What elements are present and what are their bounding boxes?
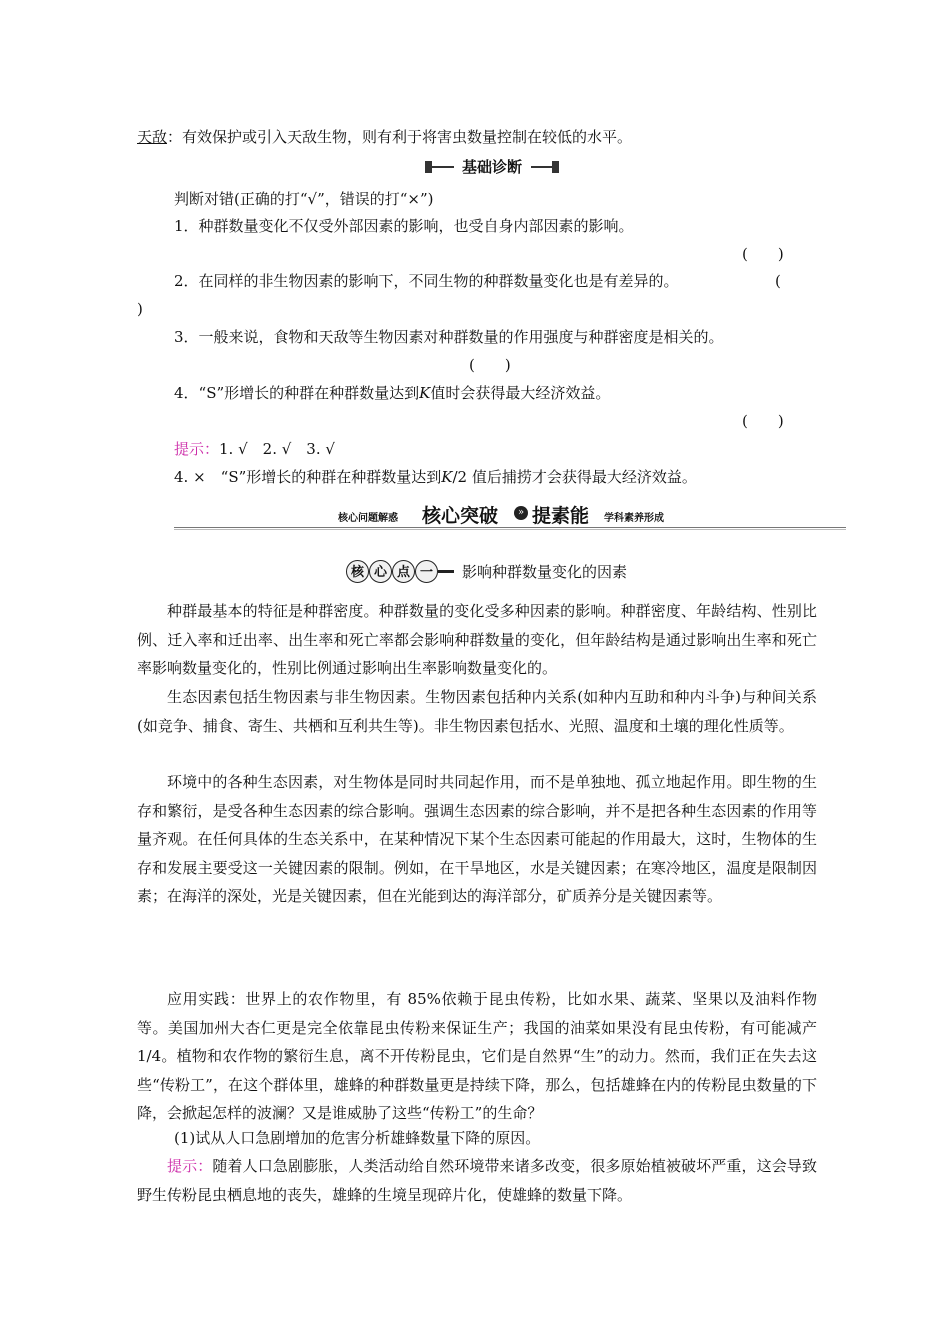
core-breakthrough-header <box>174 500 846 530</box>
judge-item-2: 2．在同样的非生物因素的影响下，不同生物的种群数量变化也是有差异的。 <box>174 272 679 290</box>
banner-bar-right <box>531 166 553 168</box>
answer-1-label: 提示： <box>167 1157 213 1175</box>
judge-item-3: 3．一般来说，食物和天敌等生物因素对种群数量的作用强度与种群密度是相关的。 <box>174 328 724 346</box>
judge-bracket-4[interactable]: ( ) <box>742 412 784 430</box>
key-point-char-2: 心 <box>369 560 392 583</box>
diagnosis-instruction: 判断对错(正确的打“√”，错误的打“×”) <box>174 190 434 208</box>
core-left-caption: 核心问题解惑 <box>338 513 398 524</box>
core-title-right: 提素能 <box>532 505 590 527</box>
paragraph-1: 种群最基本的特征是种群密度。种群数量的变化受多种因素的影响。种群密度、年龄结构、性别比例、迁入率和迁出率、出生率和死亡率都会影响种群数量的变化，但年龄结构是通过影响出生率和死亡率影响数量变化的，性别比例通过影响出生率影响数量变化的。 <box>137 602 817 678</box>
key-point-char-4: 一 <box>415 560 438 583</box>
judge-item-4-a: 4．“S”形增长的种群在种群数量达到 <box>174 384 420 402</box>
core-arrow-icon: » <box>514 506 528 520</box>
core-right-caption: 学科素养形成 <box>604 513 664 524</box>
core-rule-2 <box>174 529 846 530</box>
core-rule <box>174 527 846 528</box>
term-enemy: 天敌 <box>137 128 168 146</box>
answer-1-text: 随着人口急剧膨胀，人类活动给自然环境带来诸多改变，很多原始植被破坏严重，这会导致野生传粉昆虫栖息地的丧失，雄蜂的生境呈现碎片化，使雄蜂的数量下降。 <box>137 1157 817 1204</box>
judge-bracket-1[interactable]: ( ) <box>742 245 784 263</box>
diagnosis-hint-1 <box>174 439 335 459</box>
banner-cap-right <box>552 161 559 173</box>
diagnosis-hint-2 <box>174 467 697 487</box>
paragraph-2: 生态因素包括生物因素与非生物因素。生物因素包括种内关系(如种内互助和种内斗争)与种间关系(如竞争、捕食、寄生、共栖和互利共生等)。非生物因素包括水、光照、温度和土壤的理化性质等。 <box>137 688 817 735</box>
banner-title: 基础诊断 <box>461 158 522 176</box>
judge-item-4-k: K <box>419 384 431 402</box>
enemy-line <box>137 127 632 147</box>
banner-cap-left <box>425 161 432 173</box>
judge-item-1: 1．种群数量变化不仅受外部因素的影响，也受自身内部因素的影响。 <box>174 217 634 235</box>
answer-1 <box>137 1152 817 1209</box>
hint-label: 提示： <box>174 440 220 458</box>
hint-answers: 1. √ 2. √ 3. √ <box>219 440 335 458</box>
judge-item-4-b: 值时会获得最大经济效益。 <box>430 384 611 402</box>
key-point-char-3: 点 <box>392 560 415 583</box>
core-title-left: 核心突破 <box>422 505 499 527</box>
judge-bracket-2-close[interactable]: ) <box>137 300 143 318</box>
key-point-title: 影响种群数量变化的因素 <box>462 563 628 581</box>
hint-2-k: K <box>441 468 453 486</box>
judge-bracket-3[interactable]: ( ) <box>469 356 511 374</box>
key-point-dash <box>438 570 454 573</box>
paragraph-practice: 应用实践：世界上的农作物里，有 85%依赖于昆虫传粉，比如水果、蔬菜、坚果以及油料作物等。美国加州大杏仁更是完全依靠昆虫传粉来保证生产；我国的油菜如果没有昆虫传粉，有可能减产 1/4。植物和农作物的繁衍生息，离不开传粉昆虫，它们是自然界“生”的动力。然而，我们正在失去这些“传粉工”，在这个群体里，雄蜂的种群数量更是持续下降，那么，包括雄蜂在内的传粉昆虫数量的下降，会掀起怎样的波澜？又是谁威胁了这些“传粉工”的生命？ <box>137 990 817 1123</box>
banner-bar-left <box>432 166 454 168</box>
diagnosis-banner <box>425 156 559 178</box>
hint-2-a: 4. × “S”形增长的种群在种群数量达到 <box>174 468 442 486</box>
enemy-text: ：有效保护或引入天敌生物，则有利于将害虫数量控制在较低的水平。 <box>167 128 633 146</box>
hint-2-b: /2 值后捕捞才会获得最大经济效益。 <box>452 468 697 486</box>
paragraph-3: 环境中的各种生态因素，对生物体是同时共同起作用，而不是单独地、孤立地起作用。即生物的生存和繁衍，是受各种生态因素的综合影响。强调生态因素的综合影响，并不是把各种生态因素的作用等量齐观。在任何具体的生态关系中，在某种情况下某个生态因素可能起的作用最大，这时，生物体的生存和发展主要受这一关键因素的限制。例如，在干旱地区，水是关键因素；在寒冷地区，温度是限制因素；在海洋的深处，光是关键因素，但在光能到达的海洋部分，矿质养分是关键因素等。 <box>137 773 817 906</box>
key-point-char-1: 核 <box>346 560 369 583</box>
judge-bracket-2-open[interactable]: ( <box>775 272 781 290</box>
question-1: (1)试从人口急剧增加的危害分析雄蜂数量下降的原因。 <box>174 1129 541 1147</box>
judge-item-4 <box>174 383 610 403</box>
